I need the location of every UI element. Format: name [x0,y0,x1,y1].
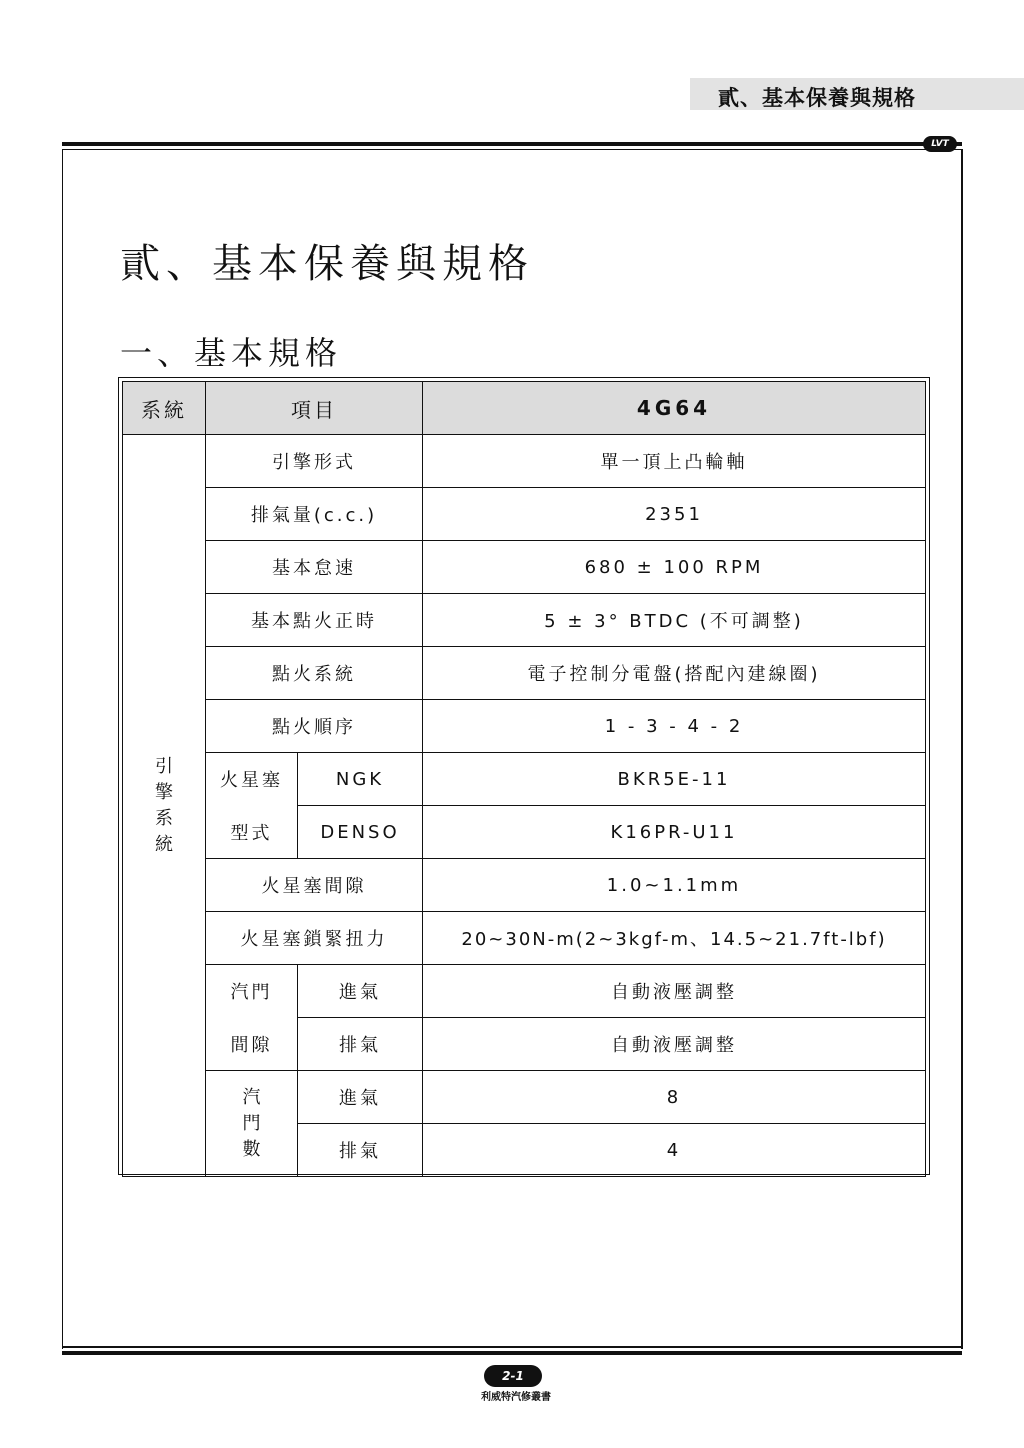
row-value: 1.0~1.1mm [423,859,926,912]
table-header-row [123,382,926,435]
header-item: 項目 [206,382,423,435]
row-value: 1 - 3 - 4 - 2 [423,700,926,753]
sub-label: DENSO [298,806,423,859]
row-value: 電子控制分電盤(搭配內建線圈) [423,647,926,700]
frame-left-border [62,149,63,1349]
table-row [123,647,926,700]
table-row [123,859,926,912]
sub-label: 進氣 [298,1071,423,1124]
row-value: K16PR-U11 [423,806,926,859]
table-row [123,435,926,488]
row-value: 5 ± 3° BTDC (不可調整) [423,594,926,647]
publisher-name: 利威特汽修叢書 [481,1392,551,1403]
top-rule [62,142,962,146]
page-title: 貳、基本保養與規格 [120,241,534,287]
system-cell [123,435,206,1177]
valve-count-label: 汽門數 [242,1086,261,1160]
row-value: 8 [423,1071,926,1124]
sub-label: 排氣 [298,1018,423,1071]
section-title: 一、基本規格 [120,334,343,372]
bottom-rule-thin [62,1346,962,1348]
table-row [123,753,926,806]
row-value: 2351 [423,488,926,541]
top-rule-thin [62,149,962,150]
publisher-logo: LVT [923,136,957,152]
table-row [123,488,926,541]
table-row [123,1018,926,1071]
sub-label: 排氣 [298,1124,423,1177]
page-number-badge: 2-1 [484,1365,542,1387]
row-value: 20~30N-m(2~3kgf-m、14.5~21.7ft-lbf) [423,912,926,965]
row-label: 基本點火正時 [206,594,423,647]
row-value: 680 ± 100 RPM [423,541,926,594]
table-row [123,541,926,594]
spec-table [122,381,926,1177]
table-row [123,806,926,859]
valve-clearance-label-bottom: 間隙 [206,1018,298,1071]
spark-plug-type-label-bottom: 型式 [206,806,298,859]
valve-clearance-label-top: 汽門 [206,965,298,1018]
row-value: 單一頂上凸輪軸 [423,435,926,488]
row-value: 自動液壓調整 [423,1018,926,1071]
table-row [123,594,926,647]
row-label: 引擎形式 [206,435,423,488]
system-label: 引擎系統 [155,755,173,855]
chapter-header-tab [690,78,1024,110]
row-label: 點火順序 [206,700,423,753]
table-row [123,912,926,965]
row-label: 點火系統 [206,647,423,700]
table-row [123,1071,926,1124]
row-label: 火星塞間隙 [206,859,423,912]
row-label: 基本怠速 [206,541,423,594]
frame-right-border [961,149,963,1349]
valve-count-cell [206,1071,298,1177]
sub-label: 進氣 [298,965,423,1018]
chapter-header-title: 貳、基本保養與規格 [718,86,916,110]
table-row [123,700,926,753]
header-model: 4G64 [423,382,926,435]
bottom-rule [62,1351,962,1355]
spec-table-frame [118,377,930,1175]
sub-label: NGK [298,753,423,806]
row-value: 自動液壓調整 [423,965,926,1018]
row-value: 4 [423,1124,926,1177]
row-label: 火星塞鎖緊扭力 [206,912,423,965]
spark-plug-type-label-top: 火星塞 [206,753,298,806]
table-row [123,965,926,1018]
row-label: 排氣量(c.c.) [206,488,423,541]
row-value: BKR5E-11 [423,753,926,806]
header-system: 系統 [123,382,206,435]
